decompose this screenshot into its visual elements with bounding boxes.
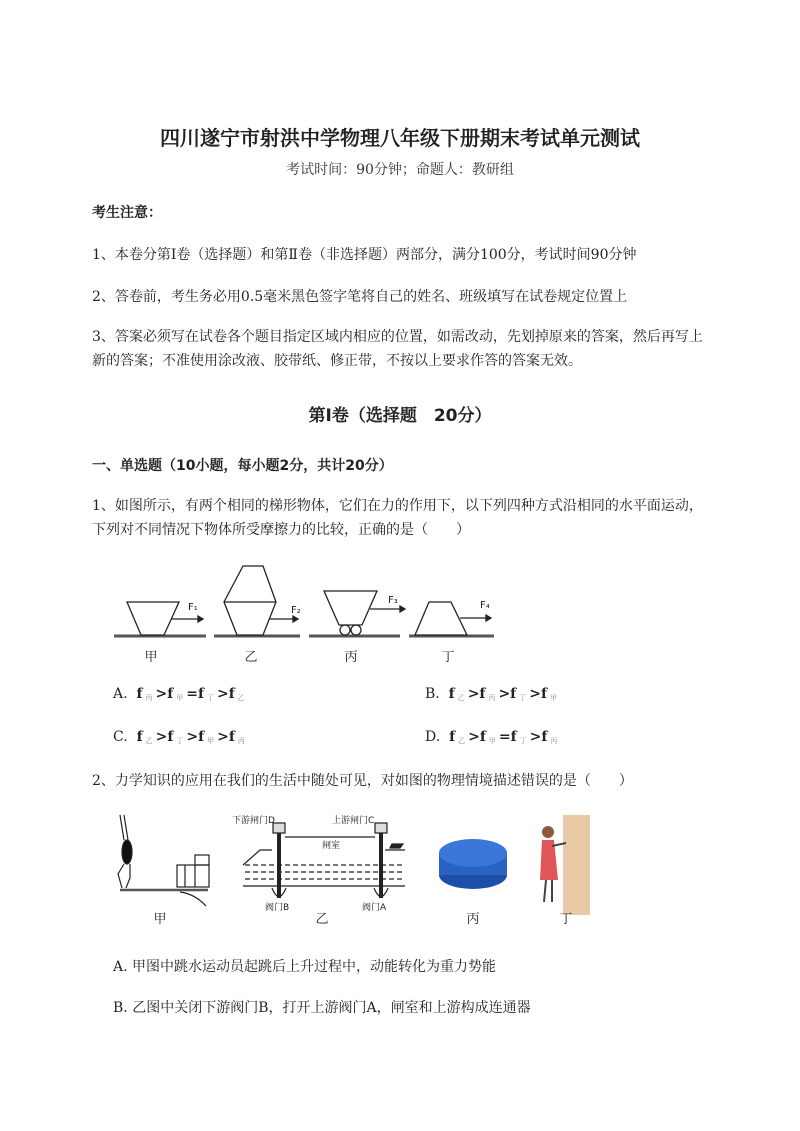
subscript: 甲 bbox=[488, 737, 496, 745]
figure-label: 丁 bbox=[559, 912, 573, 925]
subscript: 乙 bbox=[237, 694, 245, 702]
option-b[interactable] bbox=[425, 686, 560, 703]
option-a[interactable] bbox=[113, 686, 248, 703]
option-term: =f bbox=[186, 686, 205, 702]
option-term: >f bbox=[186, 729, 205, 745]
wall-push-illustration bbox=[540, 815, 590, 915]
option-term: >f bbox=[529, 729, 548, 745]
subscript: 乙 bbox=[145, 737, 153, 745]
force-label: F₁ bbox=[188, 602, 198, 613]
option-term: f bbox=[449, 729, 456, 745]
option-term: >f bbox=[217, 729, 235, 745]
option-term: =f bbox=[498, 729, 517, 745]
subscript: 乙 bbox=[458, 737, 466, 745]
option-term: f bbox=[136, 686, 143, 702]
option-term: f bbox=[448, 686, 455, 702]
subscript: 甲 bbox=[176, 694, 184, 702]
lock-label: 上游闸门C bbox=[332, 816, 375, 826]
subscript: 乙 bbox=[457, 694, 465, 702]
lock-label: 闸室 bbox=[322, 841, 341, 851]
force-label: F₄ bbox=[480, 600, 490, 611]
figure-label: 乙 bbox=[315, 912, 329, 925]
notice-heading: 考生注意： bbox=[92, 205, 162, 221]
force-label: F₂ bbox=[291, 605, 301, 616]
question-1-text: 1、如图所示，有两个相同的梯形物体，它们在力的作用下，以下列四种方式沿相同的水平面运动，下列对不同情况下物体所受摩擦力的比较，正确的是（ ） bbox=[92, 498, 703, 538]
option-d[interactable] bbox=[425, 729, 560, 746]
lock-label: 下游闸门D bbox=[232, 816, 275, 826]
bottle-cap-illustration bbox=[439, 839, 507, 889]
section-title: 第Ⅰ卷（选择题 20分） bbox=[308, 406, 492, 426]
force-label: F₃ bbox=[388, 595, 398, 606]
subscript: 丙 bbox=[145, 694, 153, 702]
option-term: >f bbox=[155, 729, 174, 745]
notice-item: 3、答案必须写在试卷各个题目指定区域内相应的位置，如需改动，先划掉原来的答案，然后再写上新的答案；不准使用涂改液、胶带纸、修正带，不按以上要求作答的答案无效。 bbox=[92, 329, 703, 369]
option-term: >f bbox=[529, 686, 547, 702]
figure-label: 甲 bbox=[144, 650, 158, 665]
diver-illustration bbox=[118, 815, 209, 906]
option-b[interactable]: B. 乙图中关闭下游阀门B，打开上游阀门A，闸室和上游构成连通器 bbox=[113, 1000, 531, 1016]
question-2-text: 2、力学知识的应用在我们的生活中随处可见，对如图的物理情境描述错误的是（ ） bbox=[92, 773, 633, 789]
question-2-figure bbox=[100, 810, 600, 925]
option-letter: A. bbox=[113, 686, 128, 702]
subscript: 丁 bbox=[176, 737, 184, 745]
option-c[interactable] bbox=[113, 729, 248, 746]
figure-label: 丙 bbox=[344, 650, 358, 665]
figure-label: 丙 bbox=[466, 912, 480, 925]
subscript: 丙 bbox=[237, 737, 245, 745]
option-a[interactable]: A. 甲图中跳水运动员起跳后上升过程中，动能转化为重力势能 bbox=[113, 959, 497, 975]
subscript: 丁 bbox=[207, 694, 215, 702]
question-1-figure bbox=[100, 560, 580, 670]
option-letter: B. bbox=[425, 686, 440, 702]
subscript: 丙 bbox=[550, 737, 558, 745]
lock-label: 阀门B bbox=[265, 903, 290, 913]
subscript: 甲 bbox=[549, 694, 557, 702]
subscript: 丁 bbox=[519, 737, 527, 745]
notice-item: 1、本卷分第Ⅰ卷（选择题）和第Ⅱ卷（非选择题）两部分，满分100分，考试时间90分钟 bbox=[92, 247, 637, 263]
part-heading: 一、单选题（10小题，每小题2分，共计20分） bbox=[92, 458, 393, 474]
option-letter: C. bbox=[113, 729, 128, 745]
ship-lock-diagram bbox=[243, 823, 405, 898]
figure-label: 丁 bbox=[441, 650, 455, 665]
page-title: 四川遂宁市射洪中学物理八年级下册期末考试单元测试 bbox=[160, 126, 640, 150]
notice-item: 2、答卷前，考生务必用0.5毫米黑色签字笔将自己的姓名、班级填写在试卷规定位置上 bbox=[92, 289, 628, 305]
exam-info: 考试时间：90分钟；命题人：教研组 bbox=[286, 162, 514, 178]
option-letter: D. bbox=[425, 729, 441, 745]
option-term: >f bbox=[155, 686, 174, 702]
subscript: 甲 bbox=[207, 737, 215, 745]
figure-label: 甲 bbox=[153, 912, 167, 925]
lock-label: 阀门A bbox=[362, 903, 387, 913]
subscript: 丁 bbox=[519, 694, 527, 702]
option-term: >f bbox=[217, 686, 235, 702]
option-term: >f bbox=[468, 729, 486, 745]
subscript: 丙 bbox=[488, 694, 496, 702]
option-term: >f bbox=[498, 686, 517, 702]
figure-label: 乙 bbox=[244, 650, 258, 665]
option-term: >f bbox=[467, 686, 486, 702]
option-term: f bbox=[136, 729, 143, 745]
